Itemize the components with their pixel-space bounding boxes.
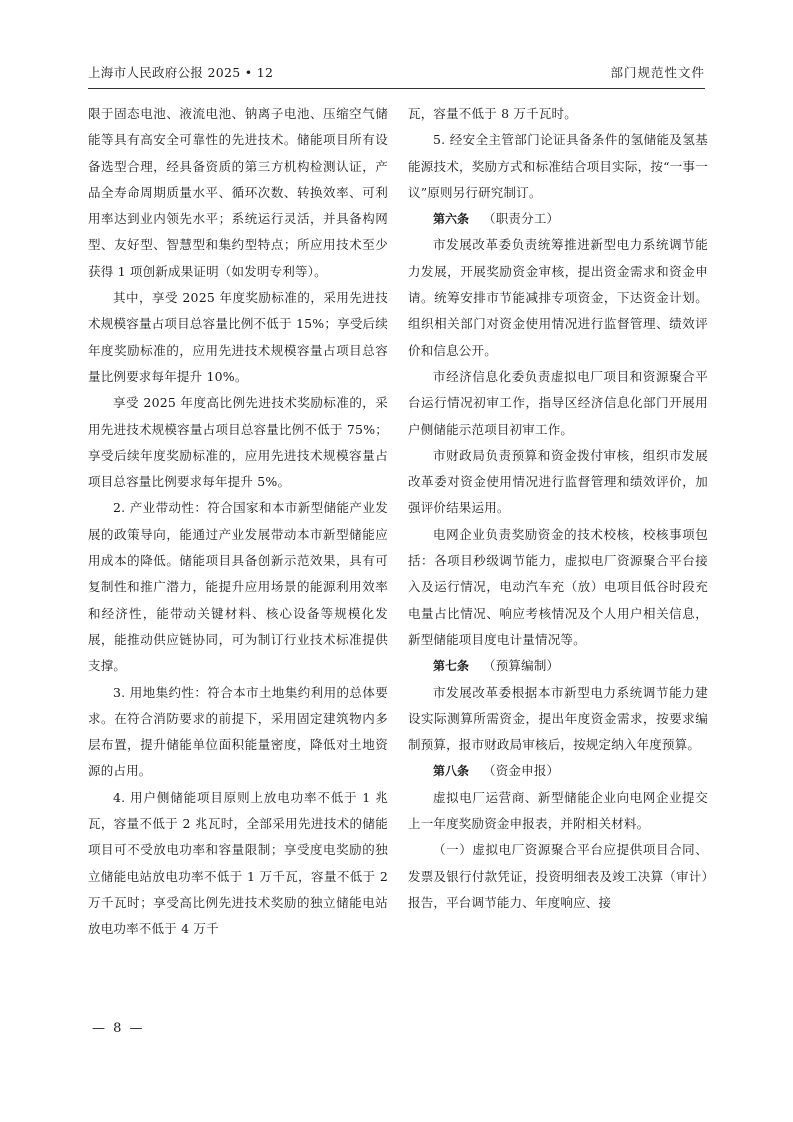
paragraph: 电网企业负责奖励资金的技术校核，校核事项包括：各项目秒级调节能力，虚拟电厂资源聚合平台接入及运行情况，电动汽车充（放）电项目低谷时段充电量占比情况、响应考核情况及个人用户相关信息，新型储能项目度电计量情况等。: [408, 526, 708, 647]
paragraph: 4. 用户侧储能项目原则上放电功率不低于 1 兆瓦，容量不低于 2 兆瓦时，全部采用先进技术的储能项目可不受放电功率和容量限制；享受度电奖励的独立储能电站放电功率不低于 1 万千瓦，容量不低于 2 万千瓦时；享受高比例先进技术奖励的独立储能电站放电功率不低于 4 万千: [88, 789, 388, 937]
paragraph: 享受 2025 年度高比例先进技术奖励标准的，采用先进技术规模容量占项目总容量比例不低于 75%；享受后续年度奖励标准的，应用先进技术规模容量占项目总容量比例要求每年提升 5%。: [88, 395, 388, 490]
publication-title: 上海市人民政府公报 2025 • 12: [88, 65, 274, 80]
article-number: 第六条: [433, 212, 470, 227]
article-title: （职责分工）: [483, 211, 560, 227]
paragraph: 市发展改革委根据本市新型电力系统调节能力建设实际测算所需资金，提出年度资金需求，按要求编制预算，报市财政局审核后，按规定纳入年度预算。: [408, 684, 708, 753]
page-number: — 8 —: [92, 1021, 145, 1036]
right-column: [408, 101, 708, 916]
article-number: 第七条: [433, 659, 470, 674]
article-title: （预算编制）: [483, 658, 560, 674]
page-header: [88, 62, 705, 89]
paragraph: 5. 经安全主管部门论证具备条件的氢储能及氢基能源技术，奖励方式和标准结合项目实际，按“一事一议”原则另行研究制订。: [408, 132, 708, 200]
left-column: [88, 101, 388, 943]
paragraph: 虚拟电厂运营商、新型储能企业向电网企业提交上一年度奖励资金申报表，并附相关材料。: [408, 789, 708, 832]
paragraph: 限于固态电池、液流电池、钠离子电池、压缩空气储能等具有高安全可靠性的先进技术。储能项目所有设备选型合理，经具备资质的第三方机构检测认证，产品全寿命周期质量水平、循环次数、转换效率、可利用率达到业内领先水平；系统运行灵活，并具备构网型、友好型、智慧型和集约型特点；所应用技术至少获得 1 项创新成果证明（如发明专利等）。: [88, 106, 388, 279]
article-heading: [408, 206, 708, 232]
article-title: （资金申报）: [483, 763, 560, 779]
section-title: 部门规范性文件: [610, 65, 705, 80]
paragraph: 市发展改革委负责统筹推进新型电力系统调节能力发展，开展奖励资金审核，提出资金需求和资金申请。统筹安排市节能减排专项资金，下达资金计划。组织相关部门对资金使用情况进行监督管理、绩效评价和信息公开。: [408, 237, 708, 358]
article-heading: [408, 758, 708, 784]
paragraph: 其中，享受 2025 年度奖励标准的，采用先进技术规模容量占项目总容量比例不低于 15%；享受后续年度奖励标准的，应用先进技术规模容量占项目总容量比例要求每年提升 10%。: [88, 290, 388, 384]
paragraph: 3. 用地集约性：符合本市土地集约利用的总体要求。在符合消防要求的前提下，采用固定建筑物内多层布置，提升储能单位面积能量密度，降低对土地资源的占用。: [88, 684, 388, 779]
paragraph: （一）虚拟电厂资源聚合平台应提供项目合同、发票及银行付款凭证，投资明细表及竣工决算（审计）报告，平台调节能力、年度响应、接: [408, 842, 708, 910]
paragraph: 2. 产业带动性：符合国家和本市新型储能产业发展的政策导向，能通过产业发展带动本市新型储能应用成本的降低。储能项目具备创新示范效果，具有可复制性和推广潜力，能提升应用场景的能源利用效率和经济性，能带动关键材料、核心设备等规模化发展，能推动供应链协同，可为制订行业技术标准提供支撑。: [88, 500, 388, 674]
paragraph: 市财政局负责预算和资金拨付审核，组织市发展改革委对资金使用情况进行监督管理和绩效评价，加强评价结果运用。: [408, 447, 708, 516]
article-heading: [408, 653, 708, 679]
paragraph: 市经济信息化委负责虚拟电厂项目和资源聚合平台运行情况初审工作，指导区经济信息化部门开展用户侧储能示范项目初审工作。: [408, 368, 708, 437]
article-number: 第八条: [433, 764, 470, 779]
paragraph: 瓦，容量不低于 8 万千瓦时。: [408, 106, 577, 121]
